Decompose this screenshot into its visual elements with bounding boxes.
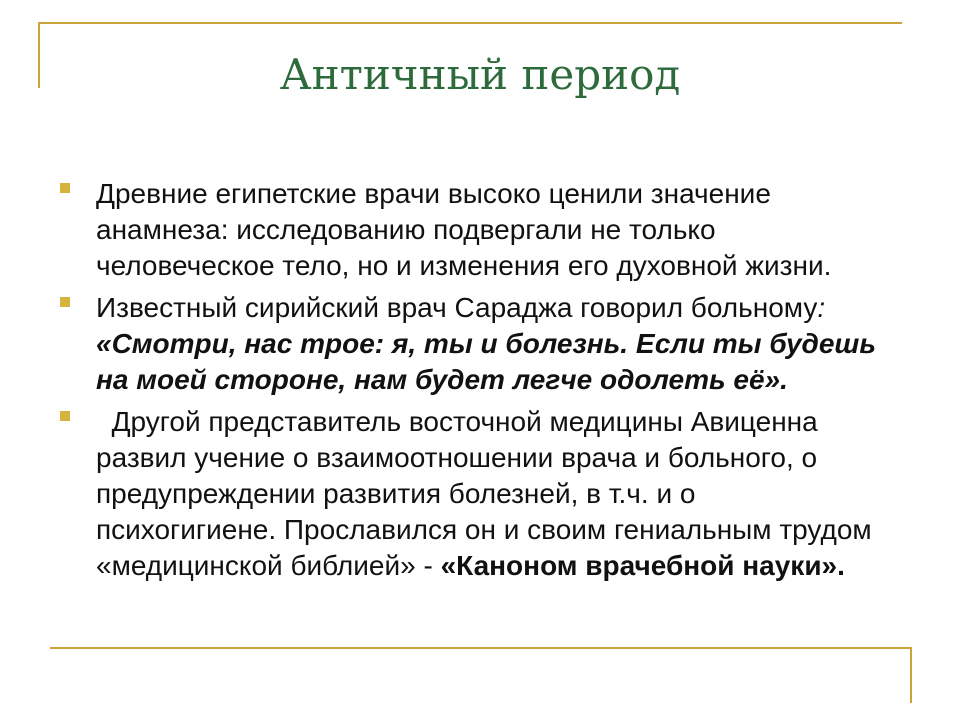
square-bullet-icon [60,183,70,193]
bullet-colon: : [817,292,826,323]
bullet-quote: «Смотри, нас трое: я, ты и болезнь. Если ты будешь на моей стороне, нам будет легче одолеть её». [96,328,876,395]
top-horizontal-line [38,22,902,24]
top-left-vertical-line [38,22,40,88]
bullet-text: Древние египетские врачи высоко ценили значение анамнеза: исследованию подвергали не только человеческое тело, но и изменения его духовной жизни. [96,178,832,281]
square-bullet-icon [60,297,70,307]
bullet-text: Другой представитель восточной медицины Авиценна развил учение о взаимоотношении врача и больного, о предупреждении развития болезней, в т.ч. и о психогигиене. Прославился он и своим гениальным трудом «медицинской библией» - [96,406,880,581]
bullet-text: Известный сирийский врач Сараджа говорил больному [96,292,818,323]
slide-title: Античный период [279,50,681,99]
bullet-item [60,404,880,584]
bullet-item [60,290,880,398]
bullet-list [60,176,880,590]
bottom-horizontal-line [50,647,912,649]
bottom-right-vertical-line [910,647,912,703]
square-bullet-icon [60,411,70,421]
bullet-item [60,176,880,284]
bullet-bold-title: «Каноном врачебной науки». [440,550,845,581]
